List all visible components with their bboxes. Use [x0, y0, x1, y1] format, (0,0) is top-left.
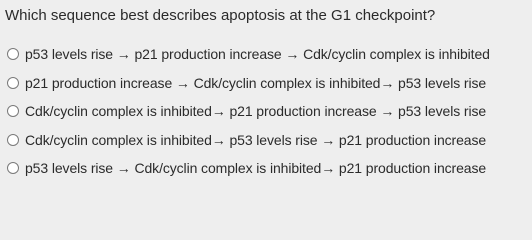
answer-option-5[interactable] [7, 154, 527, 183]
answer-options [7, 40, 527, 183]
question-text: Which sequence best describes apoptosis at the G1 checkpoint? [5, 7, 436, 24]
radio-button-5[interactable] [7, 162, 19, 174]
answer-option-1[interactable] [7, 40, 527, 69]
radio-button-1[interactable] [7, 48, 19, 60]
radio-button-4[interactable] [7, 134, 19, 146]
radio-button-3[interactable] [7, 105, 19, 117]
answer-option-label: Cdk/cyclin complex is inhibited→ p53 levels rise → p21 production increase [25, 131, 487, 148]
answer-option-label: p53 levels rise → p21 production increase → Cdk/cyclin complex is inhibited [25, 46, 490, 63]
radio-button-2[interactable] [7, 77, 19, 89]
answer-option-2[interactable] [7, 69, 527, 98]
answer-option-3[interactable] [7, 97, 527, 126]
answer-option-label: p21 production increase → Cdk/cyclin complex is inhibited→ p53 levels rise [25, 74, 487, 91]
answer-option-label: Cdk/cyclin complex is inhibited→ p21 production increase → p53 levels rise [25, 103, 487, 120]
answer-option-label: p53 levels rise → Cdk/cyclin complex is inhibited→ p21 production increase [25, 160, 487, 177]
answer-option-4[interactable] [7, 126, 527, 155]
